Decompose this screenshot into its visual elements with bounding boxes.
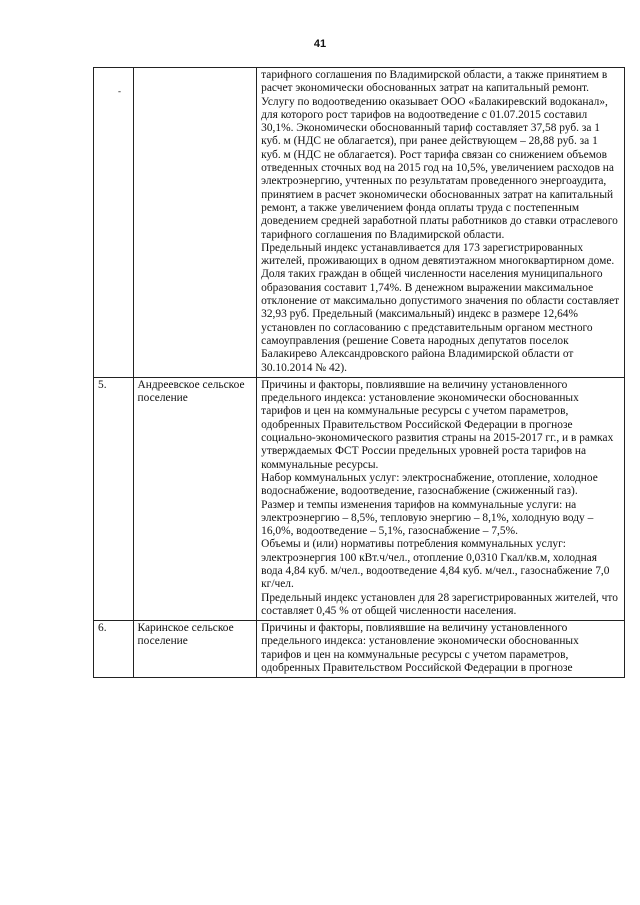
municipality-name: Андреевское сельское поселение	[133, 377, 257, 620]
table-row	[94, 68, 625, 378]
table-row	[94, 377, 625, 620]
paragraph: Предельный индекс установлен для 28 зарегистрированных жителей, что составляет 0,45 % от общей численности населения.	[261, 591, 618, 617]
paragraph: Объемы и (или) нормативы потребления коммунальных услуг: электроэнергия 100 кВт.ч/чел., отопление 0,0310 Гкал/кв.м, холодная вода 4,84 куб. м/чел., водоотведение 4,84 куб. м/чел., газоснабжение 7,0 кг/чел.	[261, 538, 610, 591]
row-number: 6.	[94, 621, 134, 678]
table-body	[94, 68, 625, 678]
stray-mark: -	[118, 86, 121, 96]
paragraph: Размер и темпы изменения тарифов на коммунальные услуги: на электроэнергию – 8,5%, тепловую энергию – 8,1%, холодную воду – 16,0%, водоотведение – 5,1%, газоснабжение – 7,5%.	[261, 498, 594, 538]
paragraph: Предельный индекс устанавливается для 173 зарегистрированных жителей, проживающих в одном девятиэтажном многоквартирном доме. Доля таких граждан в общей численности населения муниципального образования составит 1,74%. В денежном выражении максимальное отклонение от максимально допустимого значения по области составляет 32,93 руб. Предельный (максимальный) индекс в размере 12,64% установлен по согласованию с представительным органом местного самоуправления (решение Совета народных депутатов поселок Балакирево Александровского района Владимирской области от 30.10.2014 № 42).	[261, 241, 620, 374]
paragraph: тарифного соглашения по Владимирской области, а также принятием в расчет экономически обоснованных затрат на капитальный ремонт.	[261, 69, 608, 95]
paragraph: Услугу по водоотведению оказывает ООО «Балакиревский водоканал», для которого рост тарифов на водоотведение с 01.07.2015 составил 30,1%. Экономически обоснованный тариф составляет 37,58 руб. за 1 куб. м (НДС не облагается), при ранее действующем – 28,88 руб. за 1 куб. м (НДС не облагается). Рост тарифа связан со снижением объемов отведенных сточных вод на 2015 год на 10,5%, увеличением расходов на электроэнергию, учтенных по результатам проведенного энергоаудита, принятием в расчет экономически обоснованных затрат на капитальный ремонт, а также увеличением фонда оплаты труда с постепенным доведением средней заработной платы работников до ставки отраслевого тарифного соглашения по Владимирской области.	[261, 95, 618, 241]
municipality-name: Каринское сельское поселение	[133, 621, 257, 678]
paragraph: Набор коммунальных услуг: электроснабжение, отопление, холодное водоснабжение, водоотведение, газоснабжение (сжиженный газ).	[261, 471, 598, 498]
row-number	[94, 68, 134, 378]
tariff-table	[93, 67, 625, 678]
row-number: 5.	[94, 377, 134, 620]
municipality-name	[133, 68, 257, 378]
paragraph: Причины и факторы, повлиявшие на величину установленного предельного индекса: установление экономически обоснованных тарифов и цен на коммунальные ресурсы с учетом параметров, одобренных Правительством Российской Федерации в прогнозе социально-экономического развития страны на 2015-2017 гг., и в рамках утверждаемых ФСТ России предельных уровней роста тарифов на коммунальные ресурсы.	[261, 378, 614, 471]
row-description	[257, 621, 625, 678]
table-row	[94, 621, 625, 678]
row-description	[257, 68, 625, 378]
paragraph: Причины и факторы, повлиявшие на величину установленного предельного индекса: установление экономически обоснованных тарифов и цен на коммунальные ресурсы с учетом параметров, одобренных Правительством Российской Федерации в прогнозе	[261, 622, 579, 675]
page-number: 41	[313, 38, 327, 50]
row-description	[257, 377, 625, 620]
